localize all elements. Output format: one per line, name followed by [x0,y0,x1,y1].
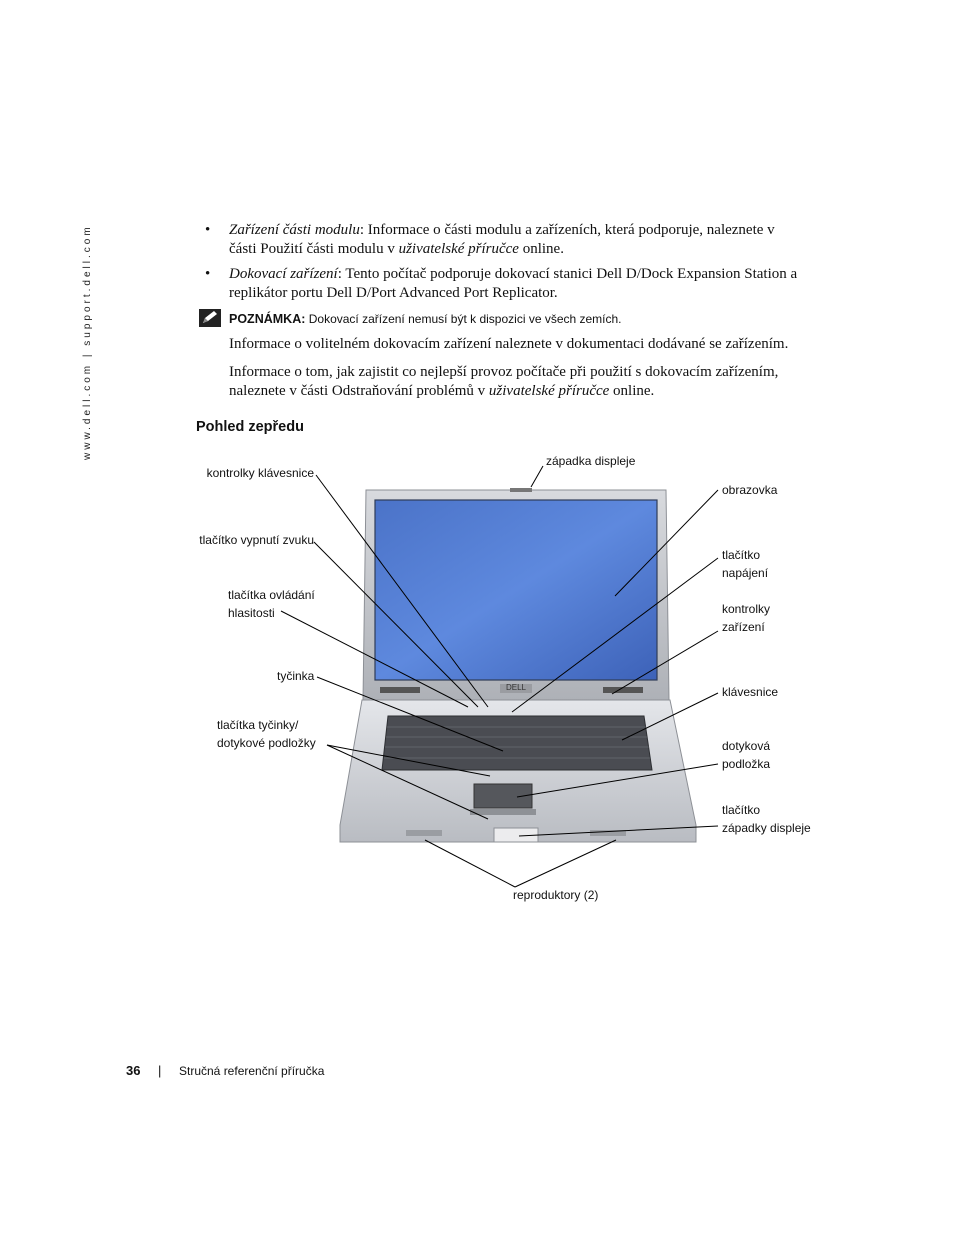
bullet-term: Zařízení části modulu [229,222,360,238]
label-power-button: tlačítko napájení [722,548,769,580]
label-latch-release: tlačítko západky displeje [722,803,811,835]
bullet-item-module-bay: Zařízení části modulu: Informace o části modulu a zařízeních, která podporuje, naleznete v části Použití části modulu v uživatelské příručce online. [229,222,775,257]
label-display-latch: západka displeje [546,454,636,468]
note-label: POZNÁMKA: [229,312,306,326]
section-heading: Pohled zepředu [196,419,304,435]
label-stick-buttons: tlačítka tyčinky/ dotykové podložky [217,718,316,750]
paragraph-docking-performance: Informace o tom, jak zajistit co nejlepší provoz počítače při použití s dokovacím zařízením, naleznete v části Odstraňování problémů v uživatelské příručce online. [229,364,779,399]
label-touch-pad: dotyková podložka [722,739,771,771]
display-latch [510,488,532,492]
label-speakers: reproduktory (2) [513,888,599,902]
label-keyboard: klávesnice [722,685,779,699]
footer-title: Stručná referenční příručka [179,1064,325,1078]
note-text: Dokovací zařízení nemusí být k dispozici ve všech zemích. [305,312,622,326]
bullet-item-docking: Dokovací zařízení: Tento počítač podporuje dokovací stanici Dell D/Dock Expansion Station a replikátor portu Dell D/Port Advanced Port Replicator. [229,266,798,301]
paragraph-docking-docs: Informace o volitelném dokovacím zařízení naleznete v dokumentaci dodávané se zařízením. [229,336,789,352]
label-display: obrazovka [722,483,778,497]
label-track-stick: tyčinka [277,669,315,683]
bullet-term: Dokovací zařízení [229,266,338,282]
label-mute-button: tlačítko vypnutí zvuku [199,533,314,547]
page-number: 36 [126,1063,141,1078]
dell-logo: DELL [505,683,527,692]
sidebar-url-text: www.dell.com | support.dell.com [82,224,93,460]
keyboard [382,716,652,770]
footer-separator: | [158,1063,162,1078]
label-keyboard-lights: kontrolky klávesnice [206,466,314,480]
bullet-marker: • [205,266,211,282]
laptop-screen [375,500,657,680]
label-device-lights: kontrolky zařízení [722,602,771,634]
label-volume-buttons: tlačítka ovládání hlasitosti [228,588,315,620]
bullet-marker: • [205,222,211,238]
